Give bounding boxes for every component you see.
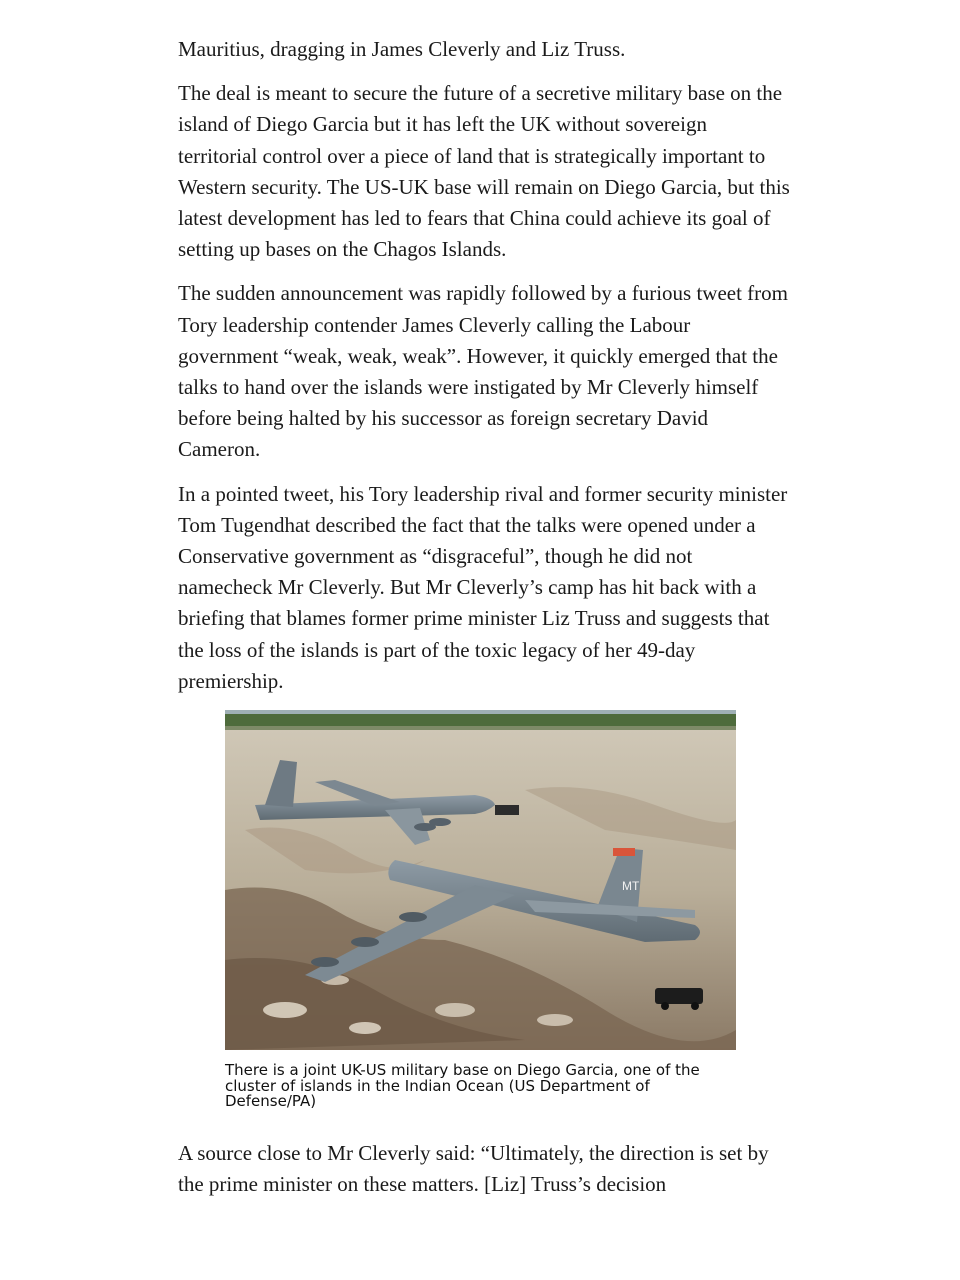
article-paragraph-4: In a pointed tweet, his Tory leadership rival and former security minister Tom Tugendhat described the fact that the talks were opened under a Conservative government as “disgraceful”, though he did not namecheck Mr Cleverly. But Mr Cleverly’s camp has hit back with a briefing that blames former prime minister Liz Truss and suggests that the loss of the islands is part of the toxic legacy of her 49-day premiership. — [178, 481, 788, 693]
tail-marking: MT — [622, 879, 640, 894]
article-paragraph-1: Mauritius, dragging in James Cleverly and Liz Truss. — [178, 37, 626, 61]
b52-bombers-photo — [225, 710, 736, 1050]
figure-caption: There is a joint UK-US military base on Diego Garcia, one of the cluster of islands in the Indian Ocean (US Department of Defense/PA) — [225, 1061, 700, 1111]
article-paragraph-5: A source close to Mr Cleverly said: “Ultimately, the direction is set by the prime minister on these matters. [Liz] Truss’s decision — [178, 1140, 769, 1196]
article-figure — [225, 710, 737, 1110]
article-body — [178, 34, 790, 1213]
article-paragraph-3: The sudden announcement was rapidly followed by a furious tweet from Tory leadership contender James Cleverly calling the Labour government “weak, weak, weak”. However, it quickly emerged that the talks to hand over the islands were instigated by Mr Cleverly himself before being halted by his successor as foreign secretary David Cameron. — [178, 281, 788, 462]
article-paragraph-2: The deal is meant to secure the future of a secretive military base on the island of Diego Garcia but it has left the UK without sovereign territorial control over a piece of land that is strategically important to Western security. The US-UK base will remain on Diego Garcia, but this latest development has led to fears that China could achieve its goal of setting up bases on the Chagos Islands. — [178, 81, 790, 262]
